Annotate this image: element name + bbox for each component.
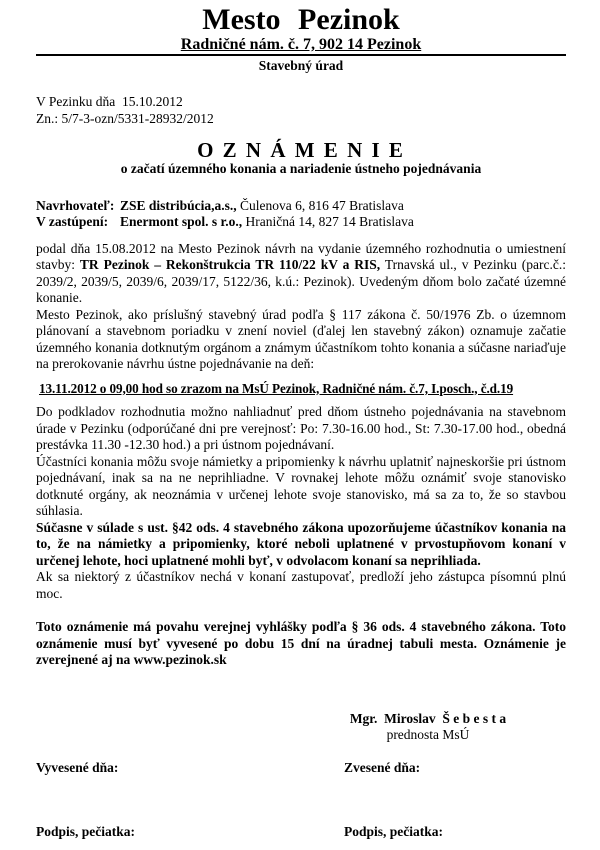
notice-subheading: o začatí územného konania a nariadenie ústneho pojednávania <box>120 161 482 176</box>
paragraph-public-notice <box>36 619 566 669</box>
notice-heading: O Z N Á M E N I E <box>197 138 405 162</box>
document-title: Mesto Pezinok <box>202 3 400 36</box>
parties-block <box>36 198 566 231</box>
representative-row <box>36 214 566 231</box>
place-date: V Pezinku dňa 15.10.2012 <box>36 94 183 109</box>
intro-text: podal dňa 15.08.2012 na Mesto Pezinok návrh na vydanie územného rozhodnutia o umiestnení stavby: <box>36 240 566 272</box>
representative-address: Hraničná 14, 827 14 Bratislava <box>242 214 414 229</box>
address-line: Radničné nám. č. 7, 902 14 Pezinok <box>180 36 422 53</box>
intro-text-continued: Trnavská ul., v Pezinku (parc.č.: 2039/2, 2039/5, 2039/6, 2039/17, 5122/36, k.ú.: Pezinok). Uvedeným dňom bolo začaté územné konanie. <box>36 257 566 305</box>
applicant-name: ZSE distribúcia,a.s., <box>120 197 237 213</box>
website-url: www.pezinok.sk <box>133 652 227 667</box>
footer-signature-row <box>36 824 566 841</box>
applicant-label: Navrhovateľ: <box>36 197 115 213</box>
project-name: TR Pezinok – Rekonštrukcia TR 110/22 kV a RIS, <box>79 257 381 272</box>
paragraph-warning: Súčasne v súlade s ust. §42 ods. 4 stavebného zákona upozorňujeme účastníkov konania na to, že na námietky a pripomienky, ktoré neboli uplatnené v prvostupňovom konaní v určenej lehote, hoci uplatnené mohli byť, v odvolacom konaní sa neprihliada. <box>36 519 566 568</box>
representative-label: V zastúpení: <box>36 214 109 229</box>
signature-block <box>328 711 528 744</box>
department-line: Stavebný úrad <box>258 58 344 73</box>
paragraph-proceeding-start: Mesto Pezinok, ako príslušný stavebný úrad podľa § 117 zákona č. 50/1976 Zb. o územnom plánovaní a stavebnom poriadku v znení noviel (ďalej len stavebný zákon) oznamuje začatie územného konania dotknutým orgánom a známym účastníkom tohto konania a súčasne nariaďuje na prerokovanie návrhu ústne pojednávanie na deň: <box>36 306 566 371</box>
signature-stamp-label-right: Podpis, pečiatka: <box>344 824 444 839</box>
paragraph-intro <box>36 241 566 307</box>
posted-date-label: Vyvesené dňa: <box>36 759 119 775</box>
removed-date-label: Zvesené dňa: <box>344 759 421 775</box>
header-rule <box>36 36 566 56</box>
signatory-role: prednosta MsÚ <box>386 727 470 742</box>
reference-number: Zn.: 5/7-3-ozn/5331-28932/2012 <box>36 110 214 126</box>
paragraph-representation: Ak sa niektorý z účastníkov nechá v konaní zastupovať, predloží jeho zástupca písomnú plnú moc. <box>36 569 566 601</box>
public-notice-text: Toto oznámenie má povahu verejnej vyhlášky podľa § 36 ods. 4 stavebného zákona. Toto oznámenie musí byť vyvesené po dobu 15 dní na úradnej tabuli mesta. Oznámenie je zverejnené aj na <box>36 619 566 667</box>
applicant-row <box>36 198 566 215</box>
meeting-date-line: 13.11.2012 o 09,00 hod so zrazom na MsÚ Pezinok, Radničné nám. č.7, I.posch., č.d.19 <box>39 380 514 396</box>
footer-dates-row <box>36 760 566 777</box>
paragraph-inspection: Do podkladov rozhodnutia možno nahliadnuť pred dňom ústneho pojednávania na stavebnom úrade v Pezinku (odporúčané dni pre verejnosť: Po: 7.30-16.00 hod., St: 7.30-17.00 hod., obedná prestávka 11.30 -12.30 hod.) a pri ústnom pojednávaní. <box>36 404 566 452</box>
representative-name: Enermont spol. s r.o., <box>120 214 243 229</box>
signatory-name: Mgr. Miroslav Š e b e s t a <box>349 710 507 726</box>
signature-stamp-label-left: Podpis, pečiatka: <box>36 824 136 839</box>
body-block <box>36 241 566 669</box>
applicant-address: Čulenova 6, 816 47 Bratislava <box>236 197 404 213</box>
paragraph-objections: Účastníci konania môžu svoje námietky a pripomienky k návrhu uplatniť najneskoršie pri ústnom pojednávaní, inak sa na ne neprihliadne. V rovnakej lehote môžu oznámiť svoje stanovisko dotknuté orgány, ak neoznámia v určenej lehote svoje stanovisko, má sa za to, že so stavbou súhlasia. <box>36 453 566 518</box>
meta-block <box>36 94 566 127</box>
footer-block <box>36 760 566 841</box>
